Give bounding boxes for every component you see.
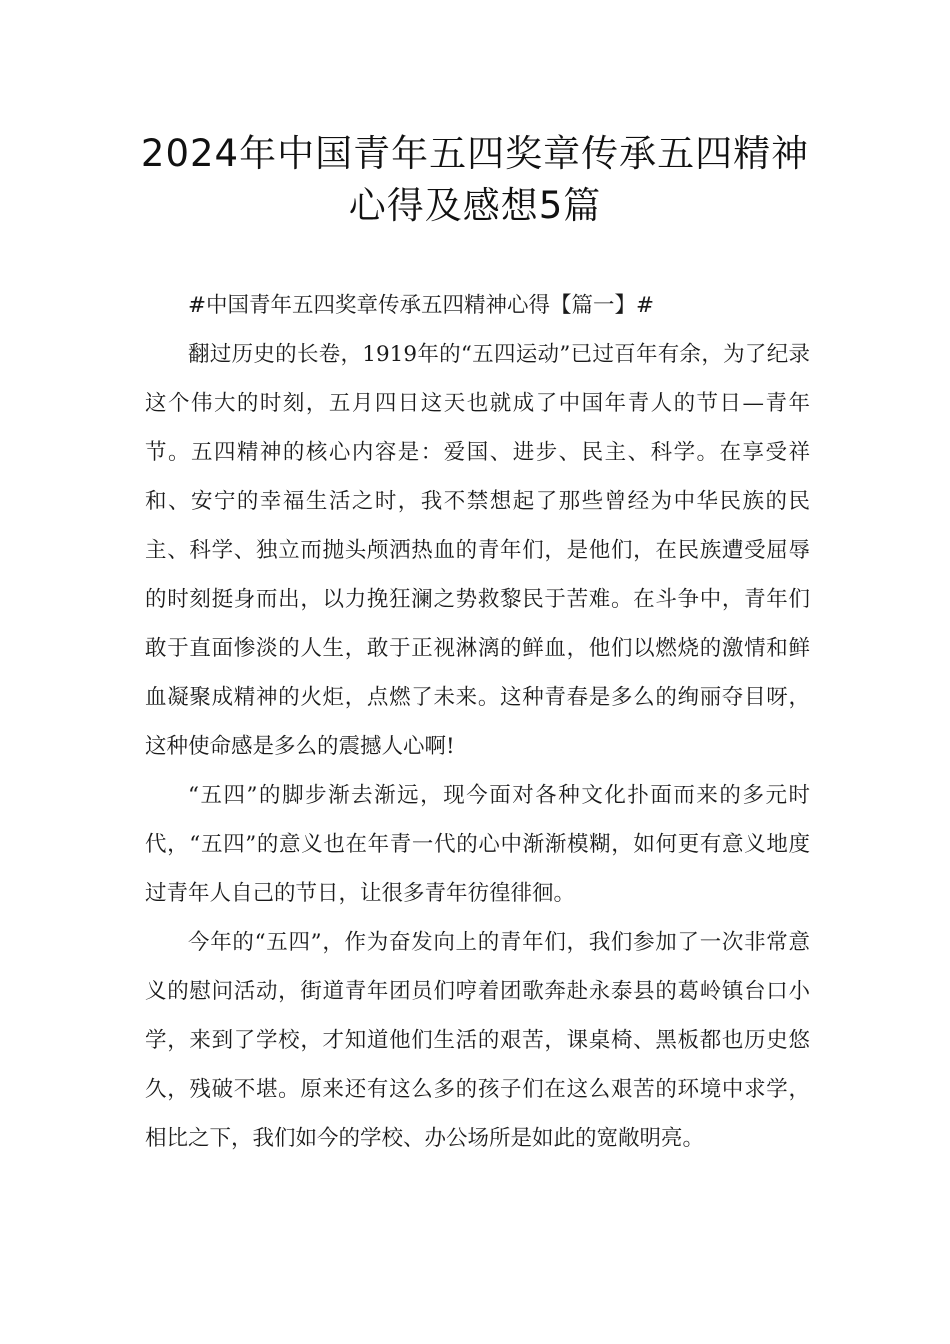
paragraph-2: “五四”的脚步渐去渐远，现今面对各种文化扑面而来的多元时代，“五四”的意义也在年青一代的心中渐渐模糊，如何更有意义地度过青年人自己的节日，让很多青年彷徨徘徊。 bbox=[145, 783, 810, 906]
section-heading: #中国青年五四奖章传承五四精神心得【篇一】# bbox=[188, 293, 655, 318]
paragraph-1: 翻过历史的长卷，1919年的“五四运动”已过百年有余，为了纪录这个伟大的时刻，五月四日这天也就成了中国年青人的节日—青年节。五四精神的核心内容是：爱国、进步、民主、科学。在享受祥和、安宁的幸福生活之时，我不禁想起了那些曾经为中华民族的民主、科学、独立而抛头颅洒热血的青年们，是他们，在民族遭受屈辱的时刻挺身而出，以力挽狂澜之势救黎民于苦难。在斗争中，青年们敢于直面惨淡的人生，敢于正视淋漓的鲜血，他们以燃烧的激情和鲜血凝聚成精神的火炬，点燃了未来。这种青春是多么的绚丽夺目呀，这种使命感是多么的震撼人心啊! bbox=[145, 342, 810, 759]
document-title bbox=[100, 128, 850, 232]
title-line-2: 心得及感想5篇 bbox=[348, 184, 602, 227]
document-body bbox=[145, 281, 810, 1163]
title-line-1: 2024年中国青年五四奖章传承五四精神 bbox=[140, 132, 810, 175]
paragraph-3: 今年的“五四”，作为奋发向上的青年们，我们参加了一次非常意义的慰问活动，街道青年团员们哼着团歌奔赴永泰县的葛岭镇台口小学，来到了学校，才知道他们生活的艰苦，课桌椅、黑板都也历史悠久，残破不堪。原来还有这么多的孩子们在这么艰苦的环境中求学，相比之下，我们如今的学校、办公场所是如此的宽敞明亮。 bbox=[145, 930, 810, 1151]
